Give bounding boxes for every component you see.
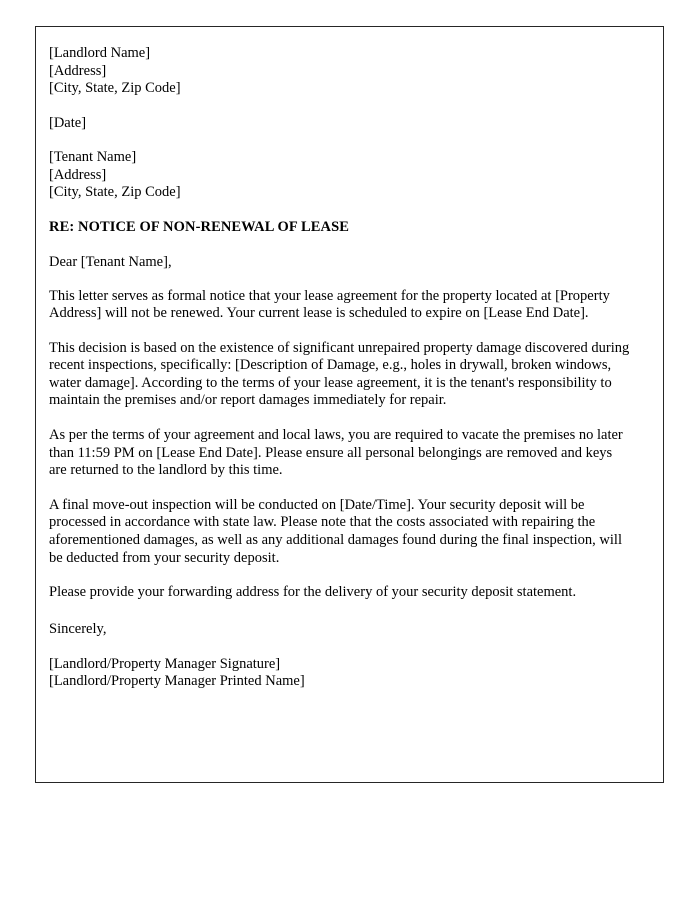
letter-page (35, 26, 664, 783)
body-paragraph-2: This decision is based on the existence of significant unrepaired property damage discovered during recent inspections, specifically: [Description of Damage, e.g., holes in drywall, broken windows, water damage]. According to the terms of your lease agreement, it is the tenant's responsibility to maintain the premises and/or report damages immediately for repair. (49, 339, 630, 409)
sender-address-line-2: [Address] (49, 62, 107, 79)
recipient-address-line-1: [Tenant Name] (49, 149, 137, 165)
body-paragraph-1: This letter serves as formal notice that your lease agreement for the property located at [Property Address] will not be renewed. Your current lease is scheduled to expire on [Lease End Date]. (49, 287, 610, 322)
sender-address-block (49, 45, 633, 98)
date-line: [Date] (49, 114, 87, 131)
spacer-after-date (49, 132, 633, 149)
recipient-address-line-2: [Address] (49, 166, 107, 183)
recipient-address-line-3: [City, State, Zip Code] (49, 184, 181, 200)
sender-address-line-3: [City, State, Zip Code] (49, 80, 181, 96)
salutation: Dear [Tenant Name], (49, 253, 172, 270)
spacer-after-sender (49, 98, 633, 115)
letter-content (49, 45, 633, 691)
signature-line: [Landlord/Property Manager Signature] (49, 655, 281, 672)
signature-block (49, 656, 633, 691)
body-paragraph-4: A final move-out inspection will be conducted on [Date/Time]. Your security deposit will be processed in accordance with state law. Please note that the costs associated with repairing the aforementioned damages, as well as any additional damages found during the final inspection, will be deducted from your security deposit. (49, 496, 622, 566)
closing-line: Sincerely, (49, 620, 107, 637)
sender-address-line-1: [Landlord Name] (49, 45, 151, 61)
date-block (49, 115, 633, 133)
body-paragraph-3: As per the terms of your agreement and local laws, you are required to vacate the premises no later than 11:59 PM on [Lease End Date]. Please ensure all personal belongings are removed and keys are returned to the landlord by this time. (49, 427, 623, 479)
recipient-address-block (49, 149, 633, 202)
printed-name-line: [Landlord/Property Manager Printed Name] (49, 673, 305, 690)
subject-line: RE: NOTICE OF NON-RENEWAL OF LEASE (49, 218, 350, 235)
body-paragraph-5: Please provide your forwarding address for the delivery of your security deposit statement. (49, 584, 577, 601)
